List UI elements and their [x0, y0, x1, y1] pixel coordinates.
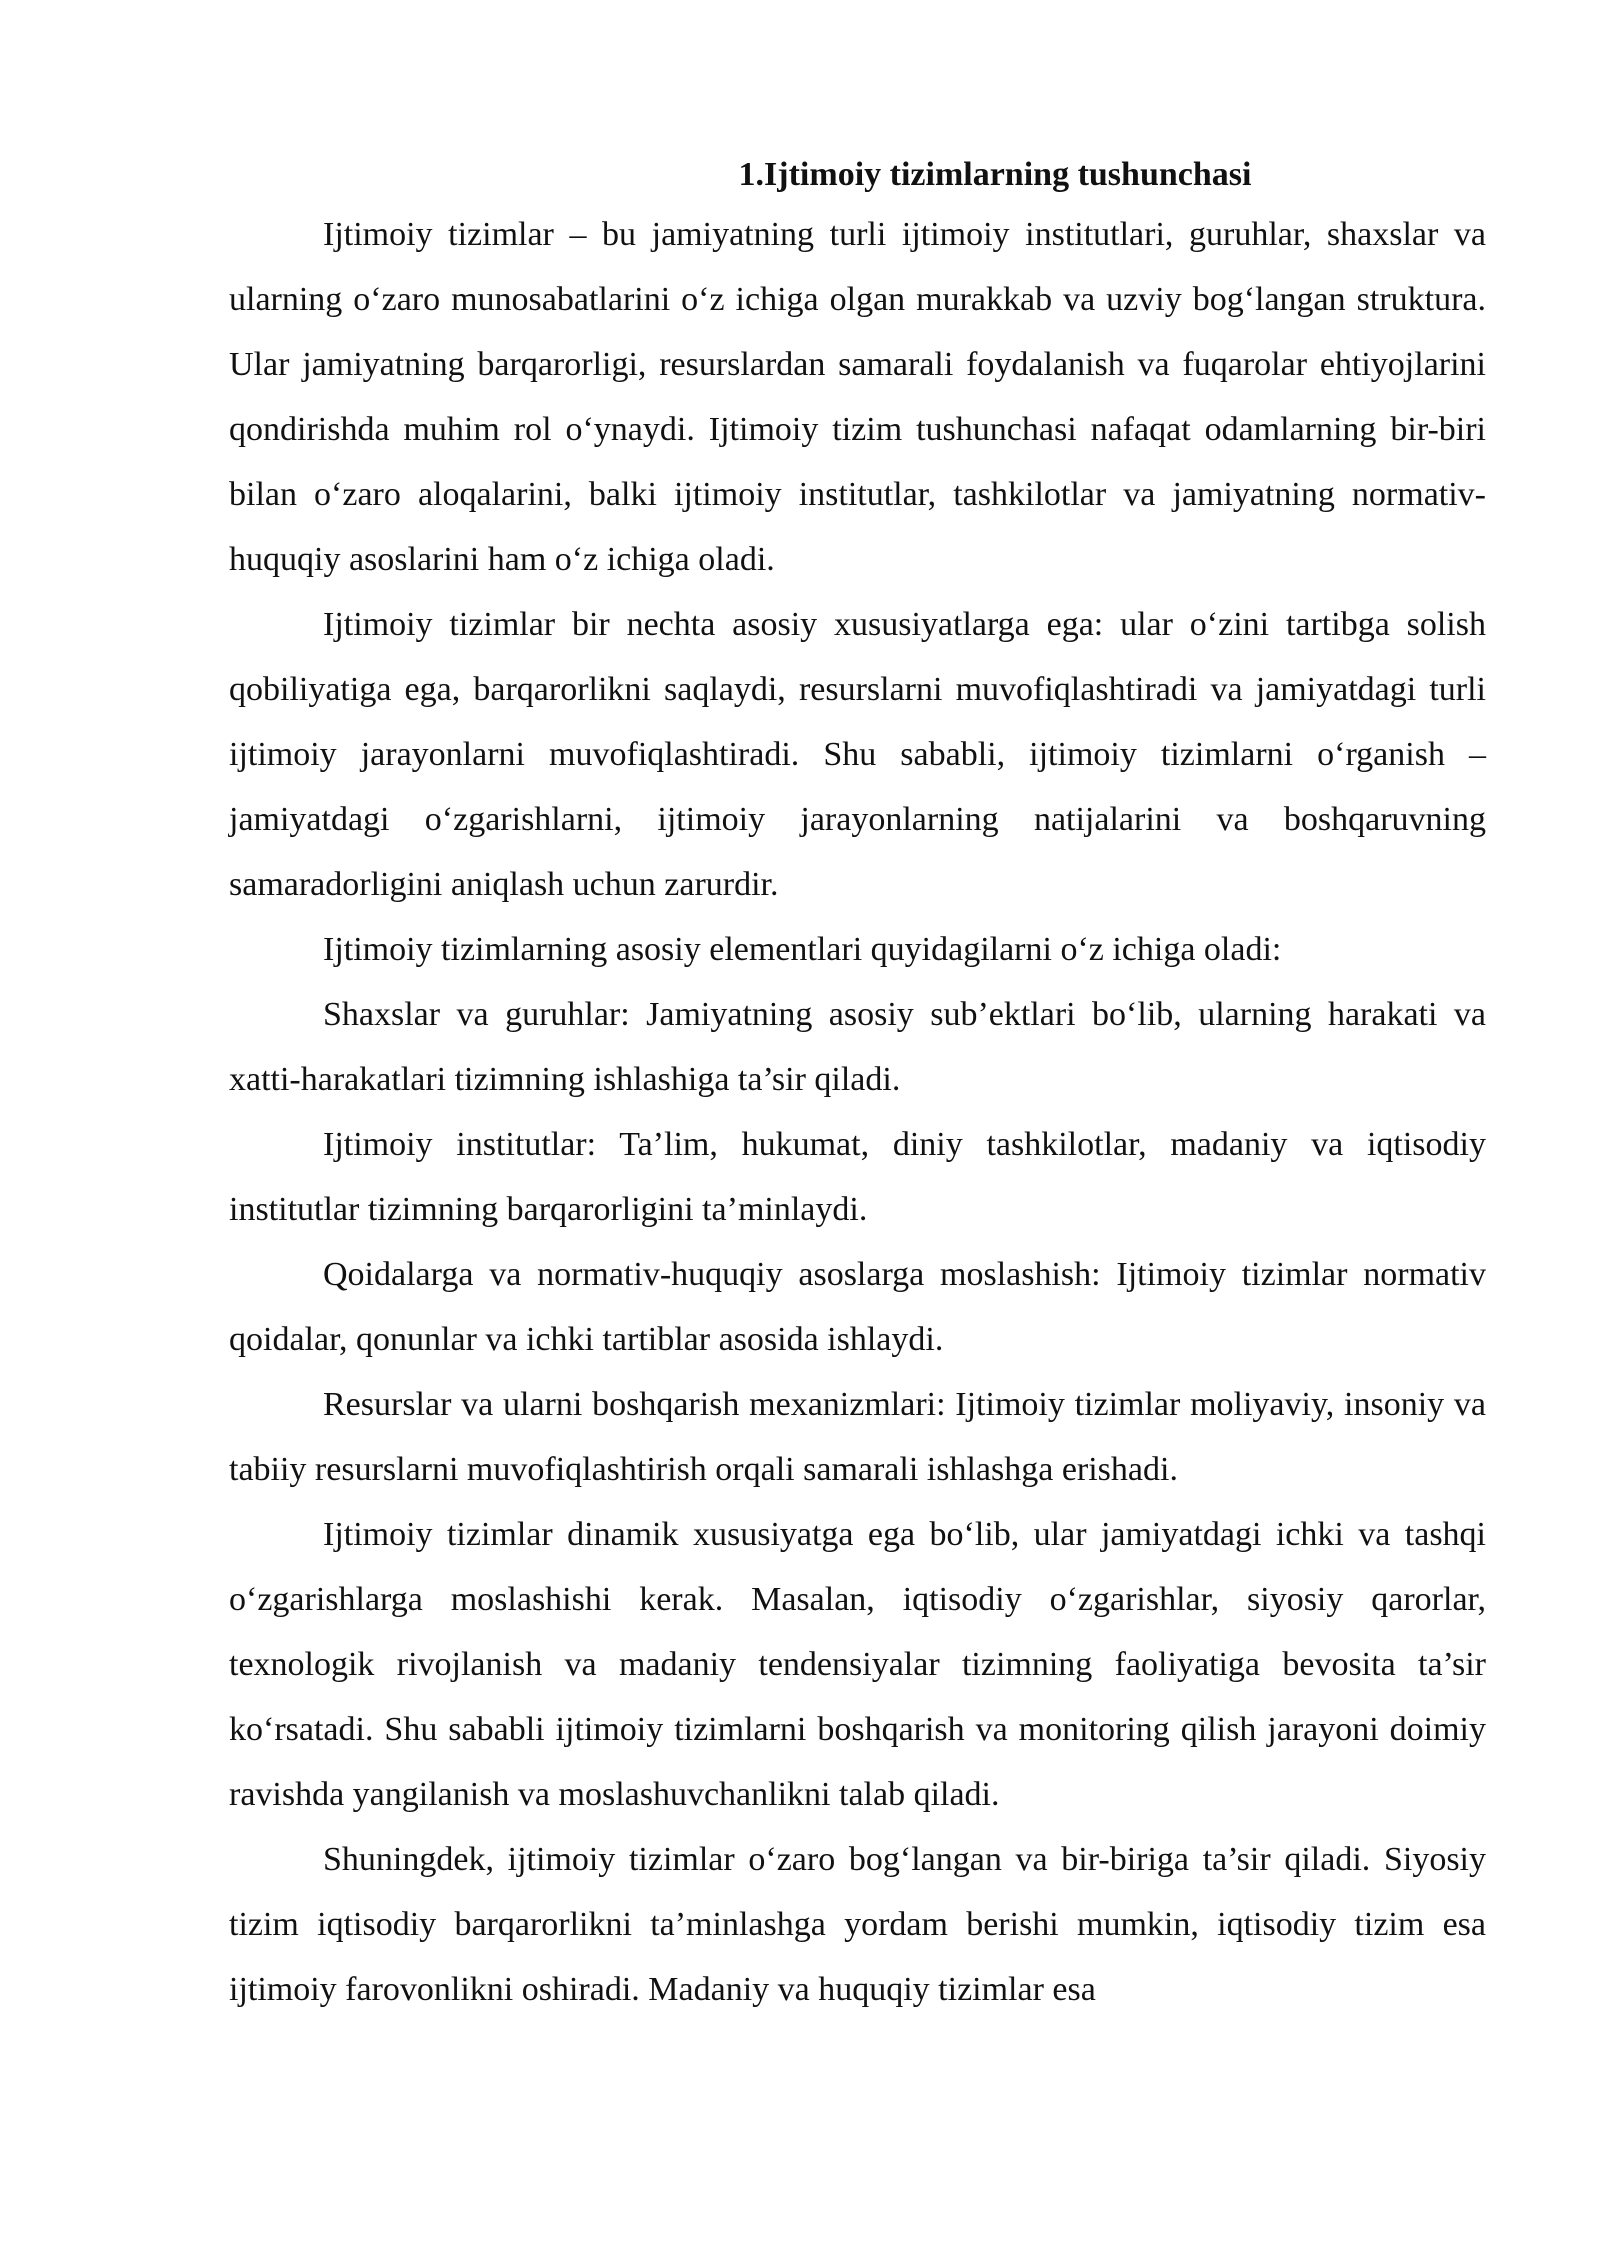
paragraph-dynamic-nature: Ijtimoiy tizimlar dinamik xususiyatga ega bo‘lib, ular jamiyatdagi ichki va tashqi o‘zgarishlarga moslashishi kerak. Masalan, iqtisodiy o‘zgarishlar, siyosiy qarorlar, texnologik rivojlanish va madaniy tendensiyalar tizimning faoliyatiga bevosita ta’sir ko‘rsatadi. Shu sababli ijtimoiy tizimlarni boshqarish va monitoring qilish jarayoni doimiy ravishda yangilanish va moslashuvchanlikni talab qiladi. — [229, 1516, 1486, 1813]
document-body — [229, 148, 1486, 2022]
paragraph-definition: Ijtimoiy tizimlar – bu jamiyatning turli ijtimoiy institutlari, guruhlar, shaxslar va ularning o‘zaro munosabatlarini o‘z ichiga olgan murakkab va uzviy bog‘langan struktura. Ular jamiyatning barqarorligi, resurslardan samarali foydalanish va fuqarolar ehtiyojlarini qondirishda muhim rol o‘ynaydi. Ijtimoiy tizim tushunchasi nafaqat odamlarning bir-biri bilan o‘zaro aloqalarini, balki ijtimoiy institutlar, tashkilotlar va jamiyatning normativ-huquqiy asoslarini ham o‘z ichiga oladi. — [229, 216, 1486, 578]
section-title: 1.Ijtimoiy tizimlarning tushunchasi — [738, 156, 1252, 193]
paragraph-elements-intro: Ijtimoiy tizimlarning asosiy elementlari quyidagilarni o‘z ichiga oladi: — [323, 931, 1282, 968]
paragraph-social-institutions: Ijtimoiy institutlar: Ta’lim, hukumat, diniy tashkilotlar, madaniy va iqtisodiy institutlar tizimning barqarorligini ta’minlaydi. — [229, 1126, 1486, 1228]
paragraph-resources-management: Resurslar va ularni boshqarish mexanizmlari: Ijtimoiy tizimlar moliyaviy, insoniy va tabiiy resurslarni muvofiqlashtirish orqali samarali ishlashga erishadi. — [229, 1386, 1486, 1488]
paragraph-interconnection: Shuningdek, ijtimoiy tizimlar o‘zaro bog‘langan va bir-biriga ta’sir qiladi. Siyosiy tizim iqtisodiy barqarorlikni ta’minlashga yordam berishi mumkin, iqtisodiy tizim esa ijtimoiy farovonlikni oshiradi. Madaniy va huquqiy tizimlar esa — [229, 1841, 1486, 2008]
paragraph-characteristics: Ijtimoiy tizimlar bir nechta asosiy xususiyatlarga ega: ular o‘zini tartibga solish qobiliyatiga ega, barqarorlikni saqlaydi, resurslarni muvofiqlashtiradi va jamiyatdagi turli ijtimoiy jarayonlarni muvofiqlashtiradi. Shu sababli, ijtimoiy tizimlarni o‘rganish – jamiyatdagi o‘zgarishlarni, ijtimoiy jarayonlarning natijalarini va boshqaruvning samaradorligini aniqlash uchun zarurdir. — [229, 606, 1486, 903]
paragraph-individuals-groups: Shaxslar va guruhlar: Jamiyatning asosiy sub’ektlari bo‘lib, ularning harakati va xatti-harakatlari tizimning ishlashiga ta’sir qiladi. — [229, 996, 1486, 1098]
paragraph-normative-adaptation: Qoidalarga va normativ-huquqiy asoslarga moslashish: Ijtimoiy tizimlar normativ qoidalar, qonunlar va ichki tartiblar asosida ishlaydi. — [229, 1256, 1486, 1358]
